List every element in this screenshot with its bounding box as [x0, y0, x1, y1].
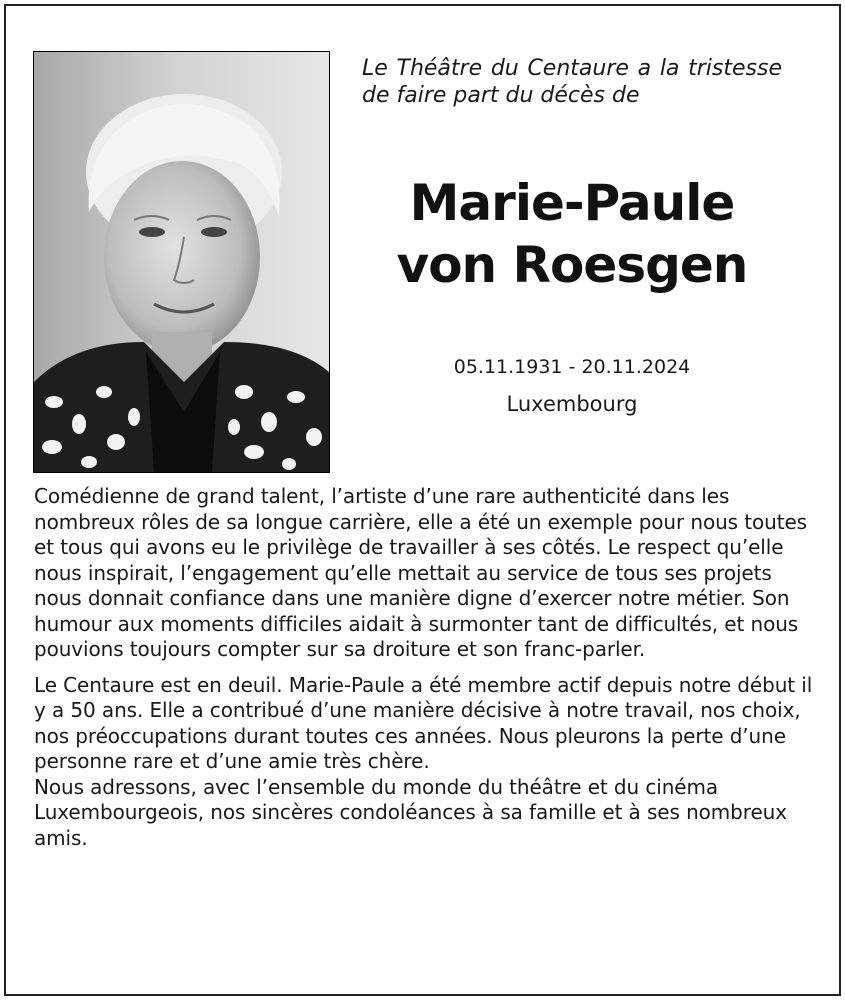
paragraph-condolences: Nous adressons, avec l’ensemble du monde du théâtre et du cinéma Luxembourgeois, nos sincères condoléances à sa famille et à ses nombreux amis.: [34, 774, 787, 850]
place: Luxembourg: [506, 392, 638, 416]
paragraph-mourning-text: Le Centaure est en deuil. Marie-Paule a été membre actif depuis notre début il y a 50 ans. Elle a contribué d’une manière décisive à notre travail, nos choix, nos préoccupations durant toutes ces années. Nous pleurons la perte d’une personne rare et d’une amie très chère.: [34, 672, 813, 773]
deceased-name: [362, 172, 782, 296]
intro-text: Le Théâtre du Centaure a la tristesse de faire part du décès de: [362, 56, 782, 108]
obituary-text: [34, 484, 814, 851]
life-dates: 05.11.1931 - 20.11.2024: [453, 356, 691, 378]
name-line-2: von Roesgen: [396, 236, 748, 294]
portrait-photo: [33, 51, 330, 473]
name-line-1: Marie-Paule: [409, 174, 735, 232]
paragraph-mourning: [34, 673, 814, 852]
paragraph-tribute: Comédienne de grand talent, l’artiste d’une rare authenticité dans les nombreux rôles de sa longue carrière, elle a été un exemple pour nous toutes et tous qui avons eu le privilège de travailler à ses côtés. Le respect qu’elle nous inspirait, l’engagement qu’elle mettait au service de tous ses projets nous donnait confiance dans une manière digne d’exercer notre métier. Son humour aux moments difficiles aidait à surmonter tant de difficultés, et nous pouvions toujours compter sur sa droiture et son franc-parler.: [34, 484, 807, 661]
